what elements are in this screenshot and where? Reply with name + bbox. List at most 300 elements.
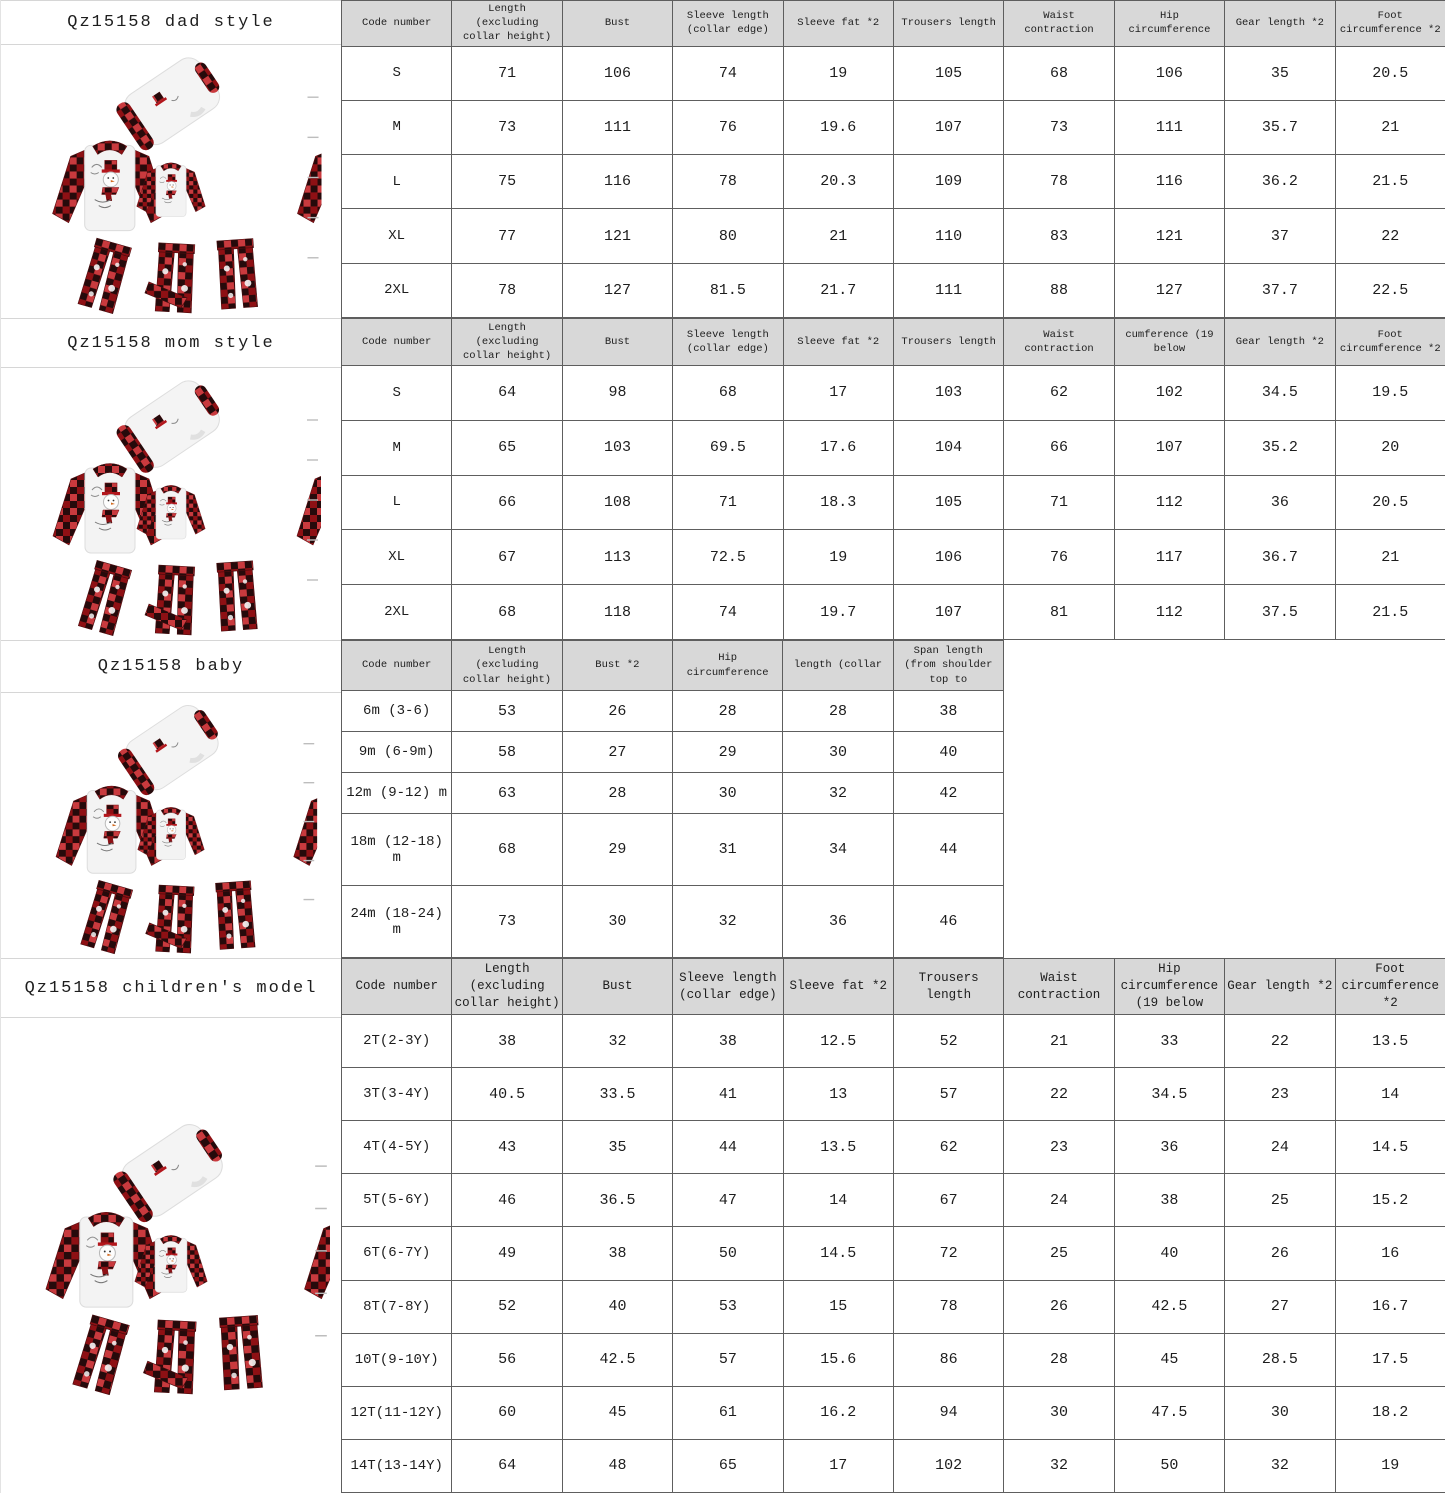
measurement-cell: 26 xyxy=(1225,1227,1335,1280)
measurement-cell: 46 xyxy=(452,1174,562,1227)
measurement-cell: 64 xyxy=(452,366,562,421)
measurement-cell: 106 xyxy=(893,530,1003,585)
measurement-cell: 34.5 xyxy=(1225,366,1335,421)
size-table-dad xyxy=(341,0,1445,318)
measurement-cell: 21.7 xyxy=(783,263,893,317)
table-row xyxy=(342,209,1445,263)
table-row xyxy=(342,263,1445,317)
measurement-cell: 104 xyxy=(893,420,1003,475)
measurement-cell: 88 xyxy=(1004,263,1114,317)
measurement-cell: 21 xyxy=(1335,100,1445,154)
measurement-cell: 24 xyxy=(1225,1121,1335,1174)
measurement-cell: 49 xyxy=(452,1227,562,1280)
measurement-cell: 19 xyxy=(1335,1439,1445,1492)
measurement-cell: 105 xyxy=(893,475,1003,530)
measurement-cell: 127 xyxy=(1114,263,1224,317)
measurement-cell: 16.7 xyxy=(1335,1280,1445,1333)
measurement-cell: 15.6 xyxy=(783,1333,893,1386)
measurement-cell: 36.7 xyxy=(1225,530,1335,585)
measurement-cell: 16.2 xyxy=(783,1386,893,1439)
measurement-cell: 127 xyxy=(562,263,672,317)
table-row xyxy=(342,155,1445,209)
measurement-cell: 22 xyxy=(1004,1068,1114,1121)
measurement-cell: 40 xyxy=(893,732,1003,773)
measurement-cell: 17.5 xyxy=(1335,1333,1445,1386)
measurement-cell: 62 xyxy=(893,1121,1003,1174)
size-code-cell: 2XL xyxy=(342,263,452,317)
measurement-cell: 26 xyxy=(562,691,672,732)
measurement-cell: 23 xyxy=(1004,1121,1114,1174)
measurement-cell: 47.5 xyxy=(1114,1386,1224,1439)
measurement-cell: 107 xyxy=(893,100,1003,154)
column-header: Sleeve fat *2 xyxy=(783,319,893,366)
measurement-cell: 65 xyxy=(673,1439,783,1492)
measurement-cell: 94 xyxy=(893,1386,1003,1439)
measurement-cell: 53 xyxy=(452,691,562,732)
size-code-cell: S xyxy=(342,46,452,100)
measurement-cell: 44 xyxy=(893,814,1003,886)
measurement-cell: 77 xyxy=(452,209,562,263)
measurement-cell: 40 xyxy=(562,1280,672,1333)
measurement-cell: 83 xyxy=(1004,209,1114,263)
measurement-cell: 37 xyxy=(1225,209,1335,263)
size-code-cell: XL xyxy=(342,209,452,263)
column-header: cumference (19 below xyxy=(1114,319,1224,366)
measurement-cell: 43 xyxy=(452,1121,562,1174)
measurement-cell: 21 xyxy=(1004,1015,1114,1068)
measurement-cell: 62 xyxy=(1004,366,1114,421)
size-code-cell: 14T(13-14Y) xyxy=(342,1439,452,1492)
measurement-cell: 42.5 xyxy=(1114,1280,1224,1333)
measurement-cell: 17.6 xyxy=(783,420,893,475)
column-header: Trousers length xyxy=(893,319,1003,366)
measurement-cell: 110 xyxy=(893,209,1003,263)
measurement-cell: 53 xyxy=(673,1280,783,1333)
measurement-cell: 52 xyxy=(893,1015,1003,1068)
measurement-cell: 46 xyxy=(893,886,1003,958)
table-row xyxy=(342,773,1004,814)
measurement-cell: 30 xyxy=(672,773,782,814)
measurement-cell: 75 xyxy=(452,155,562,209)
measurement-cell: 63 xyxy=(452,773,562,814)
measurement-cell: 117 xyxy=(1114,530,1224,585)
measurement-cell: 28 xyxy=(1004,1333,1114,1386)
children-size-table-wrap xyxy=(341,958,1445,1493)
measurement-cell: 74 xyxy=(673,46,783,100)
measurement-cell: 13.5 xyxy=(783,1121,893,1174)
size-table-mom xyxy=(341,318,1445,640)
measurement-cell: 20.5 xyxy=(1335,475,1445,530)
size-code-cell: L xyxy=(342,475,452,530)
measurement-cell: 36.2 xyxy=(1225,155,1335,209)
measurement-cell: 68 xyxy=(673,366,783,421)
children-product-photo xyxy=(1,1018,341,1493)
measurement-cell: 20.3 xyxy=(783,155,893,209)
measurement-cell: 72.5 xyxy=(673,530,783,585)
measurement-cell: 112 xyxy=(1114,585,1224,640)
measurement-cell: 42 xyxy=(893,773,1003,814)
measurement-cell: 22.5 xyxy=(1335,263,1445,317)
measurement-cell: 21 xyxy=(783,209,893,263)
measurement-cell: 68 xyxy=(452,814,562,886)
measurement-cell: 14.5 xyxy=(783,1227,893,1280)
measurement-cell: 47 xyxy=(673,1174,783,1227)
measurement-cell: 73 xyxy=(452,886,562,958)
measurement-cell: 108 xyxy=(562,475,672,530)
size-code-cell: M xyxy=(342,420,452,475)
table-row xyxy=(342,1174,1445,1227)
header-row xyxy=(342,959,1445,1015)
size-code-cell: L xyxy=(342,155,452,209)
measurement-cell: 24 xyxy=(1004,1174,1114,1227)
size-code-cell: 6m (3-6) xyxy=(342,691,452,732)
measurement-cell: 23 xyxy=(1225,1068,1335,1121)
measurement-cell: 35.7 xyxy=(1225,100,1335,154)
measurement-cell: 48 xyxy=(562,1439,672,1492)
measurement-cell: 66 xyxy=(1004,420,1114,475)
measurement-cell: 30 xyxy=(1225,1386,1335,1439)
column-header: Length (excluding collar height) xyxy=(452,641,562,691)
measurement-cell: 74 xyxy=(673,585,783,640)
measurement-cell: 25 xyxy=(1225,1174,1335,1227)
measurement-cell: 76 xyxy=(1004,530,1114,585)
measurement-cell: 32 xyxy=(783,773,893,814)
measurement-cell: 61 xyxy=(673,1386,783,1439)
measurement-cell: 34.5 xyxy=(1114,1068,1224,1121)
column-header: Sleeve fat *2 xyxy=(783,1,893,47)
measurement-cell: 38 xyxy=(1114,1174,1224,1227)
measurement-cell: 29 xyxy=(562,814,672,886)
measurement-cell: 28 xyxy=(672,691,782,732)
table-row xyxy=(342,1333,1445,1386)
measurement-cell: 37.5 xyxy=(1225,585,1335,640)
measurement-cell: 81 xyxy=(1004,585,1114,640)
measurement-cell: 52 xyxy=(452,1280,562,1333)
measurement-cell: 118 xyxy=(562,585,672,640)
table-row xyxy=(342,1227,1445,1280)
size-code-cell: 10T(9-10Y) xyxy=(342,1333,452,1386)
measurement-cell: 32 xyxy=(562,1015,672,1068)
baby-size-table-wrap xyxy=(341,640,1445,958)
measurement-cell: 111 xyxy=(1114,100,1224,154)
dad-product-photo xyxy=(1,45,341,318)
measurement-cell: 112 xyxy=(1114,475,1224,530)
mom-left-column xyxy=(0,318,341,640)
table-row xyxy=(342,420,1445,475)
header-row xyxy=(342,319,1445,366)
measurement-cell: 69.5 xyxy=(673,420,783,475)
measurement-cell: 14 xyxy=(1335,1068,1445,1121)
measurement-cell: 32 xyxy=(672,886,782,958)
measurement-cell: 65 xyxy=(452,420,562,475)
measurement-cell: 73 xyxy=(1004,100,1114,154)
column-header: Sleeve length (collar edge) xyxy=(673,319,783,366)
measurement-cell: 116 xyxy=(1114,155,1224,209)
size-code-cell: 12m (9-12) m xyxy=(342,773,452,814)
pajama-set-image xyxy=(12,368,330,640)
dad-size-table-wrap xyxy=(341,0,1445,318)
measurement-cell: 35 xyxy=(562,1121,672,1174)
column-header: Gear length *2 xyxy=(1225,959,1335,1015)
measurement-cell: 78 xyxy=(1004,155,1114,209)
measurement-cell: 80 xyxy=(673,209,783,263)
column-header: Bust xyxy=(562,1,672,47)
measurement-cell: 106 xyxy=(1114,46,1224,100)
size-code-cell: 6T(6-7Y) xyxy=(342,1227,452,1280)
size-table-baby xyxy=(341,640,1004,958)
children-left-column xyxy=(0,958,341,1493)
measurement-cell: 121 xyxy=(562,209,672,263)
table-row xyxy=(342,886,1004,958)
measurement-cell: 67 xyxy=(452,530,562,585)
measurement-cell: 27 xyxy=(562,732,672,773)
measurement-cell: 32 xyxy=(1225,1439,1335,1492)
measurement-cell: 19 xyxy=(783,530,893,585)
measurement-cell: 121 xyxy=(1114,209,1224,263)
measurement-cell: 66 xyxy=(452,475,562,530)
measurement-cell: 76 xyxy=(673,100,783,154)
header-row xyxy=(342,1,1445,47)
pajama-set-image xyxy=(12,1111,330,1399)
measurement-cell: 45 xyxy=(1114,1333,1224,1386)
measurement-cell: 38 xyxy=(562,1227,672,1280)
table-row xyxy=(342,691,1004,732)
measurement-cell: 38 xyxy=(452,1015,562,1068)
size-code-cell: 12T(11-12Y) xyxy=(342,1386,452,1439)
measurement-cell: 107 xyxy=(1114,420,1224,475)
measurement-cell: 19.6 xyxy=(783,100,893,154)
measurement-cell: 22 xyxy=(1335,209,1445,263)
measurement-cell: 36 xyxy=(1114,1121,1224,1174)
measurement-cell: 81.5 xyxy=(673,263,783,317)
measurement-cell: 71 xyxy=(1004,475,1114,530)
column-header: Code number xyxy=(342,319,452,366)
column-header: Sleeve fat *2 xyxy=(783,959,893,1015)
pajama-set-image xyxy=(12,45,330,318)
measurement-cell: 28 xyxy=(562,773,672,814)
size-code-cell: 5T(5-6Y) xyxy=(342,1174,452,1227)
measurement-cell: 27 xyxy=(1225,1280,1335,1333)
measurement-cell: 38 xyxy=(893,691,1003,732)
column-header: Foot circumference *2 xyxy=(1335,319,1445,366)
measurement-cell: 13 xyxy=(783,1068,893,1121)
size-code-cell: S xyxy=(342,366,452,421)
section-dad-style xyxy=(0,0,1445,318)
size-code-cell: 18m (12-18) m xyxy=(342,814,452,886)
table-row xyxy=(342,1068,1445,1121)
column-header: length (collar xyxy=(783,641,893,691)
measurement-cell: 109 xyxy=(893,155,1003,209)
measurement-cell: 60 xyxy=(452,1386,562,1439)
size-code-cell: XL xyxy=(342,530,452,585)
dad-left-column xyxy=(0,0,341,318)
measurement-cell: 33.5 xyxy=(562,1068,672,1121)
measurement-cell: 12.5 xyxy=(783,1015,893,1068)
section-mom-style xyxy=(0,318,1445,640)
measurement-cell: 15.2 xyxy=(1335,1174,1445,1227)
measurement-cell: 29 xyxy=(672,732,782,773)
column-header: Bust xyxy=(562,959,672,1015)
column-header: Gear length *2 xyxy=(1225,319,1335,366)
baby-section-title: Qz15158 baby xyxy=(1,640,341,693)
size-code-cell: 8T(7-8Y) xyxy=(342,1280,452,1333)
measurement-cell: 64 xyxy=(452,1439,562,1492)
column-header: Length (excluding collar height) xyxy=(452,959,562,1015)
column-header: Span length (from shoulder top to xyxy=(893,641,1003,691)
pajama-set-image xyxy=(12,693,330,958)
measurement-cell: 58 xyxy=(452,732,562,773)
measurement-cell: 19.5 xyxy=(1335,366,1445,421)
measurement-cell: 102 xyxy=(893,1439,1003,1492)
column-header: Hip circumference xyxy=(1114,1,1224,47)
measurement-cell: 113 xyxy=(562,530,672,585)
measurement-cell: 28 xyxy=(783,691,893,732)
mom-product-photo xyxy=(1,368,341,640)
measurement-cell: 78 xyxy=(673,155,783,209)
size-code-cell: 2XL xyxy=(342,585,452,640)
measurement-cell: 71 xyxy=(452,46,562,100)
measurement-cell: 103 xyxy=(893,366,1003,421)
column-header: Bust xyxy=(562,319,672,366)
column-header: Trousers length xyxy=(893,959,1003,1015)
mom-section-title: Qz15158 mom style xyxy=(1,318,341,368)
measurement-cell: 44 xyxy=(673,1121,783,1174)
dad-section-title: Qz15158 dad style xyxy=(1,0,341,45)
table-row xyxy=(342,1439,1445,1492)
measurement-cell: 15 xyxy=(783,1280,893,1333)
table-row xyxy=(342,100,1445,154)
measurement-cell: 14 xyxy=(783,1174,893,1227)
measurement-cell: 57 xyxy=(673,1333,783,1386)
measurement-cell: 18.2 xyxy=(1335,1386,1445,1439)
measurement-cell: 31 xyxy=(672,814,782,886)
measurement-cell: 42.5 xyxy=(562,1333,672,1386)
measurement-cell: 116 xyxy=(562,155,672,209)
measurement-cell: 41 xyxy=(673,1068,783,1121)
mom-size-table-wrap xyxy=(341,318,1445,640)
measurement-cell: 68 xyxy=(452,585,562,640)
size-code-cell: M xyxy=(342,100,452,154)
section-children-model xyxy=(0,958,1445,1493)
column-header: Waist contraction xyxy=(1004,319,1114,366)
measurement-cell: 21.5 xyxy=(1335,585,1445,640)
column-header: Waist contraction xyxy=(1004,959,1114,1015)
table-row xyxy=(342,1386,1445,1439)
measurement-cell: 98 xyxy=(562,366,672,421)
size-code-cell: 9m (6-9m) xyxy=(342,732,452,773)
measurement-cell: 20 xyxy=(1335,420,1445,475)
table-row xyxy=(342,1280,1445,1333)
size-code-cell: 2T(2-3Y) xyxy=(342,1015,452,1068)
measurement-cell: 36 xyxy=(1225,475,1335,530)
section-baby xyxy=(0,640,1445,958)
measurement-cell: 19 xyxy=(783,46,893,100)
header-row xyxy=(342,641,1004,691)
measurement-cell: 20.5 xyxy=(1335,46,1445,100)
measurement-cell: 57 xyxy=(893,1068,1003,1121)
column-header: Foot circumference *2 xyxy=(1335,959,1445,1015)
column-header: Code number xyxy=(342,641,452,691)
column-header: Sleeve length (collar edge) xyxy=(673,1,783,47)
measurement-cell: 56 xyxy=(452,1333,562,1386)
measurement-cell: 107 xyxy=(893,585,1003,640)
measurement-cell: 68 xyxy=(1004,46,1114,100)
size-code-cell: 24m (18-24) m xyxy=(342,886,452,958)
measurement-cell: 36.5 xyxy=(562,1174,672,1227)
measurement-cell: 25 xyxy=(1004,1227,1114,1280)
measurement-cell: 30 xyxy=(562,886,672,958)
measurement-cell: 14.5 xyxy=(1335,1121,1445,1174)
table-row xyxy=(342,46,1445,100)
measurement-cell: 33 xyxy=(1114,1015,1224,1068)
measurement-cell: 22 xyxy=(1225,1015,1335,1068)
measurement-cell: 71 xyxy=(673,475,783,530)
measurement-cell: 17 xyxy=(783,366,893,421)
measurement-cell: 50 xyxy=(673,1227,783,1280)
measurement-cell: 111 xyxy=(562,100,672,154)
measurement-cell: 34 xyxy=(783,814,893,886)
column-header: Trousers length xyxy=(893,1,1003,47)
table-row xyxy=(342,814,1004,886)
measurement-cell: 28.5 xyxy=(1225,1333,1335,1386)
measurement-cell: 26 xyxy=(1004,1280,1114,1333)
children-section-title: Qz15158 children's model xyxy=(1,958,341,1018)
column-header: Code number xyxy=(342,1,452,47)
measurement-cell: 21.5 xyxy=(1335,155,1445,209)
measurement-cell: 18.3 xyxy=(783,475,893,530)
measurement-cell: 35.2 xyxy=(1225,420,1335,475)
measurement-cell: 102 xyxy=(1114,366,1224,421)
measurement-cell: 30 xyxy=(1004,1386,1114,1439)
column-header: Length (excluding collar height) xyxy=(452,1,562,47)
baby-product-photo xyxy=(1,693,341,958)
measurement-cell: 21 xyxy=(1335,530,1445,585)
measurement-cell: 38 xyxy=(673,1015,783,1068)
table-row xyxy=(342,366,1445,421)
size-code-cell: 3T(3-4Y) xyxy=(342,1068,452,1121)
measurement-cell: 13.5 xyxy=(1335,1015,1445,1068)
column-header: Length (excluding collar height) xyxy=(452,319,562,366)
measurement-cell: 45 xyxy=(562,1386,672,1439)
table-row xyxy=(342,1121,1445,1174)
column-header: Hip circumference (19 below xyxy=(1114,959,1224,1015)
column-header: Waist contraction xyxy=(1004,1,1114,47)
column-header: Sleeve length (collar edge) xyxy=(673,959,783,1015)
column-header: Hip circumference xyxy=(672,641,782,691)
measurement-cell: 17 xyxy=(783,1439,893,1492)
table-row xyxy=(342,530,1445,585)
measurement-cell: 105 xyxy=(893,46,1003,100)
measurement-cell: 19.7 xyxy=(783,585,893,640)
measurement-cell: 67 xyxy=(893,1174,1003,1227)
measurement-cell: 103 xyxy=(562,420,672,475)
measurement-cell: 32 xyxy=(1004,1439,1114,1492)
measurement-cell: 86 xyxy=(893,1333,1003,1386)
measurement-cell: 50 xyxy=(1114,1439,1224,1492)
measurement-cell: 16 xyxy=(1335,1227,1445,1280)
measurement-cell: 40 xyxy=(1114,1227,1224,1280)
table-row xyxy=(342,1015,1445,1068)
table-row xyxy=(342,585,1445,640)
measurement-cell: 30 xyxy=(783,732,893,773)
table-row xyxy=(342,475,1445,530)
measurement-cell: 40.5 xyxy=(452,1068,562,1121)
size-table-children xyxy=(341,958,1445,1493)
measurement-cell: 106 xyxy=(562,46,672,100)
measurement-cell: 111 xyxy=(893,263,1003,317)
column-header: Bust *2 xyxy=(562,641,672,691)
measurement-cell: 36 xyxy=(783,886,893,958)
